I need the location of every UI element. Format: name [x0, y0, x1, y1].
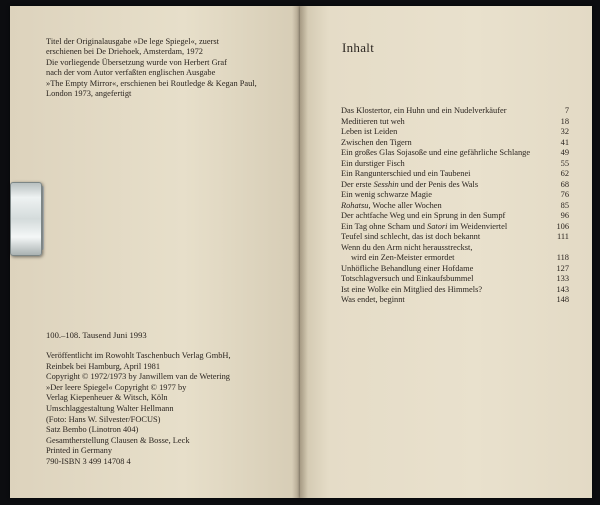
toc-entry-title: wird ein Zen-Meister ermordet [351, 253, 455, 262]
toc-entry [341, 253, 569, 264]
toc-entry-title: Ein durstiger Fisch [341, 158, 405, 168]
toc-heading: Inhalt [342, 40, 375, 55]
toc-entry [341, 211, 569, 222]
toc-entry-page: 96 [560, 211, 569, 220]
imprint-line: Veröffentlicht im Rowohlt Taschenbuch Verlag GmbH, [46, 351, 231, 360]
toc-entry-title: Das Klostertor, ein Huhn und ein Nudelverkäufer [341, 106, 507, 115]
toc-entry-page: 111 [557, 232, 569, 241]
imprint-line: (Foto: Hans W. Silvester/FOCUS) [46, 414, 161, 424]
toc-entry-page: 85 [560, 200, 569, 210]
toc-entry-title: Ist eine Wolke ein Mitglied des Himmels? [341, 284, 483, 294]
toc-entry-title: Totschlagversuch und Einkaufsbummel [341, 274, 474, 283]
toc-entry-page: 32 [560, 127, 569, 136]
book-gutter [292, 6, 308, 498]
imprint-line: Copyright © 1972/1973 by Janwillem van de Wetering [46, 372, 230, 382]
original-edition-line: London 1973, angefertigt [46, 89, 132, 99]
page-clip [10, 182, 42, 256]
imprint-line: Printed in Germany [46, 446, 113, 456]
toc-entry-page: 7 [564, 106, 569, 115]
toc-entry-page: 18 [560, 116, 569, 126]
toc-entry-title: Ein Rangunterschied und ein Taubenei [341, 169, 471, 178]
imprint-line: Umschlaggestaltung Walter Hellmann [46, 403, 174, 413]
toc-entry [341, 295, 569, 306]
original-edition-line: Titel der Originalausgabe »De lege Spiegel«, zuerst [46, 37, 219, 46]
toc-entry-page: 41 [560, 137, 569, 147]
toc-entry-page: 148 [556, 295, 569, 304]
toc-entry [341, 106, 569, 117]
toc-entry [341, 222, 569, 233]
toc-entry-page: 106 [556, 221, 569, 231]
toc-entry-title: Wenn du den Arm nicht herausstreckst, [341, 242, 473, 252]
table-of-contents [341, 106, 569, 306]
imprint-line: 790-ISBN 3 499 14708 4 [46, 456, 131, 466]
toc-entry-title: Der erste Sesshin und der Penis des Wals [341, 179, 479, 189]
toc-entry-title: Unhöfliche Behandlung einer Hofdame [341, 263, 474, 273]
toc-entry-page: 49 [560, 148, 569, 157]
toc-entry [341, 148, 569, 159]
toc-entry-page: 127 [556, 263, 569, 273]
toc-entry [341, 169, 569, 180]
toc-entry [341, 243, 569, 254]
toc-entry [341, 159, 569, 170]
toc-entry [341, 138, 569, 149]
edition-line: 100.–108. Tausend Juni 1993 [46, 330, 147, 340]
original-edition-line: »The Empty Mirror«, erschienen bei Routledge & Kegan Paul, [46, 78, 257, 88]
toc-entry-page: 68 [560, 179, 569, 189]
imprint-line: Satz Bembo (Linotron 404) [46, 425, 139, 435]
toc-entry-title: Ein wenig schwarze Magie [341, 190, 432, 199]
toc-entry [341, 274, 569, 285]
toc-entry [341, 285, 569, 296]
toc-entry-page: 118 [556, 253, 569, 262]
open-book [10, 2, 592, 502]
toc-entry [341, 117, 569, 128]
toc-entry-page: 143 [556, 284, 569, 294]
toc-entry-page: 133 [556, 274, 569, 283]
imprint-line: Gesamtherstellung Clausen & Bosse, Leck [46, 435, 190, 445]
original-edition-note [46, 37, 257, 99]
toc-entry [341, 180, 569, 191]
toc-entry-page: 76 [560, 190, 569, 199]
imprint-line: »Der leere Spiegel« Copyright © 1977 by [46, 382, 187, 392]
toc-entry [341, 232, 569, 243]
toc-entry-title: Ein Tag ohne Scham und Satori im Weidenviertel [341, 221, 508, 231]
original-edition-line: erschienen bei De Driehoek, Amsterdam, 1972 [46, 47, 203, 57]
toc-entry [341, 127, 569, 138]
toc-entry-page: 62 [560, 169, 569, 178]
toc-entry-title: Rohatsu, Woche aller Wochen [341, 200, 442, 210]
original-edition-line: Die vorliegende Übersetzung wurde von Herbert Graf [46, 57, 227, 67]
toc-entry-title: Der achtfache Weg und ein Sprung in den Sumpf [341, 211, 506, 220]
imprint-block [46, 351, 231, 468]
left-page [10, 6, 300, 498]
toc-entry [341, 190, 569, 201]
toc-entry-title: Meditieren tut weh [341, 116, 405, 126]
right-page [300, 6, 592, 498]
toc-entry [341, 264, 569, 275]
original-edition-line: nach der vom Autor verfaßten englischen Ausgabe [46, 68, 216, 78]
imprint-line: Reinbek bei Hamburg, April 1981 [46, 361, 161, 371]
toc-entry-title: Zwischen den Tigern [341, 137, 412, 147]
toc-entry-title: Ein großes Glas Sojasoße und eine gefährliche Schlange [341, 148, 531, 157]
imprint-line: Verlag Kiepenheuer & Witsch, Köln [46, 393, 168, 403]
toc-entry-title: Leben ist Leiden [341, 127, 398, 136]
toc-entry-title: Teufel sind schlecht, das ist doch bekannt [341, 232, 481, 241]
toc-entry-title: Was endet, beginnt [341, 295, 405, 304]
toc-entry [341, 201, 569, 212]
toc-entry-page: 55 [560, 158, 569, 168]
